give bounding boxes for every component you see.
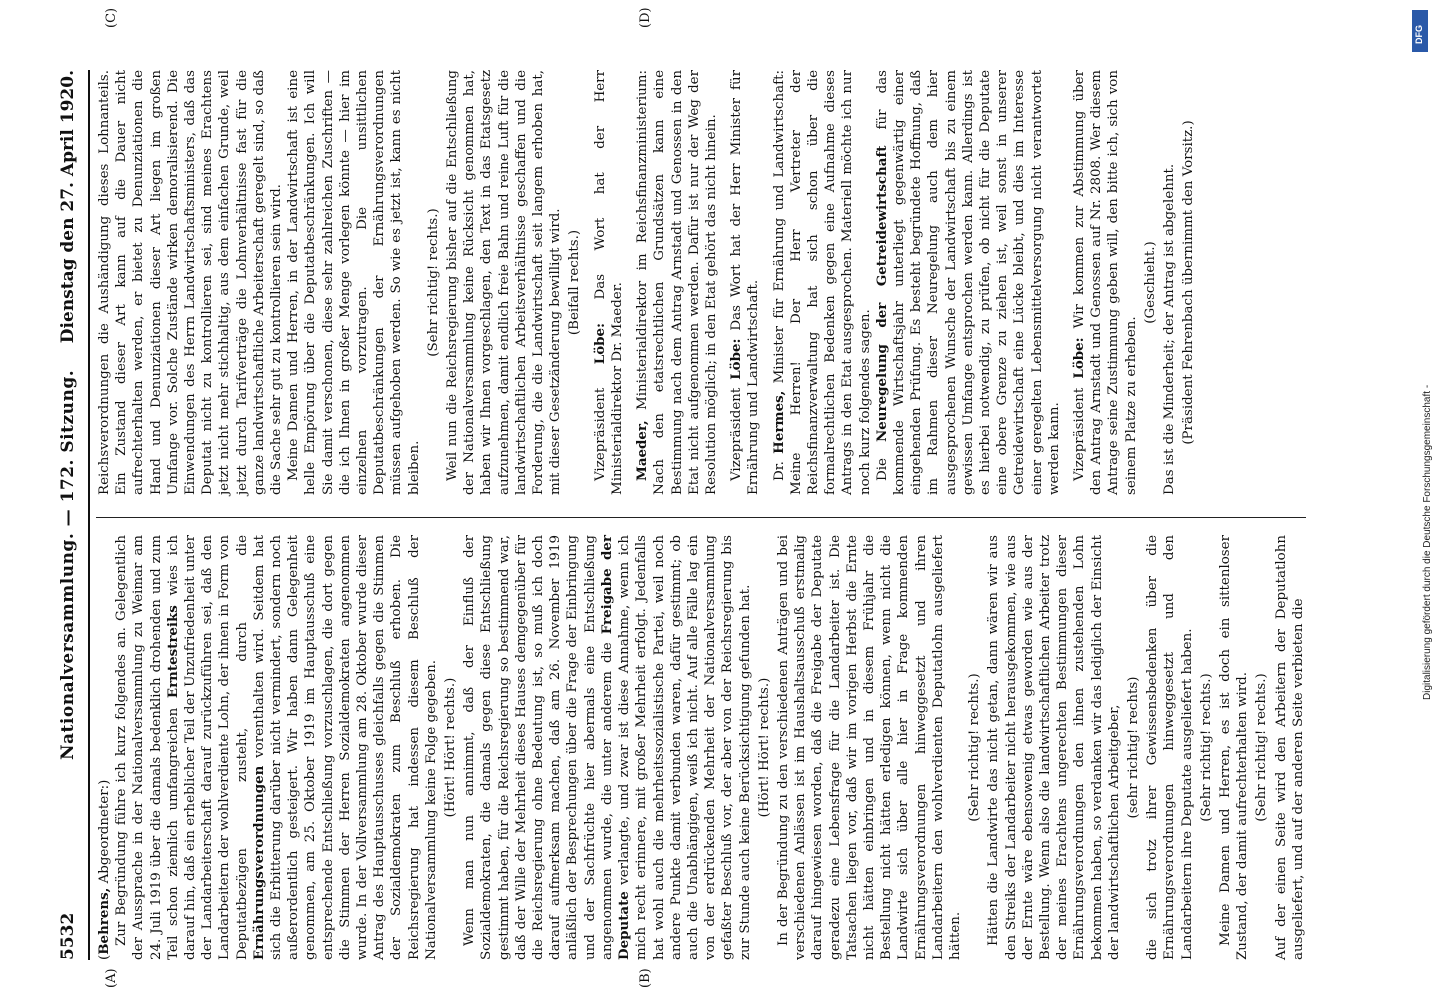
header-rule [88,70,90,960]
text: Das Wort hat der Herr Minister für Ernährung und Landwirtschaft. [729,70,762,495]
interjection: (Hört! Hört! rechts.) [756,677,772,818]
text: Zur Begründung führe ich kurz folgendes an. Gelegentlich der Aussprache in der Nationalversammlung zu Weimar am 24. Juli 1919 über die damals bedenklich drohenden und zum Teil schon ziemlich umfangreichen [114,535,181,960]
emphasis: Neuregelung der Getreidewirtschaft [873,145,890,442]
paragraph: Auf der einen Seite wird den Arbeitern der Deputatlohn ausgeliefert, und auf der anderen Seite verbieten die [1273,535,1306,960]
paragraph [461,535,753,960]
paragraph: Meine Damen und Herren, es ist doch ein sittenloser Zustand, der damit aufrechterhalten wird. [1218,535,1251,960]
paragraph [771,70,874,495]
speaker-name: Löbe: [591,323,608,365]
interjection: (sehr richtig! rechts) [1125,676,1141,819]
dfg-logo [1412,10,1428,52]
emphasis: Erntestreiks [164,605,181,699]
text: Vizepräsident [592,387,608,481]
left-column [96,535,1307,960]
paragraph [634,70,720,495]
text: vorenthalten wird. Seitdem hat sich die Erbitterung darüber nicht vermindert, sondern noch außerordentlich gesteigert. Wir haben dann Gelegenheit genommen, am 25. Oktober 1919 im Hauptausschuß eine entsprechende Entschließung vorzuschlagen, die dort gegen die Stimmen der Herren Sozialdemokraten angenommen wurde. In der Vollversammlung am 28. Oktober wurde dieser Antrag des Hauptausschusses gleichfalls gegen die Stimmen der Sozialdemokraten zum Beschluß erhoben. Die Reichsregierung hat indessen diesem Beschluß der Nationalversammlung keine Folge gegeben. [251,535,439,960]
text: Dr. [771,461,787,481]
text: Die [874,458,890,481]
speaker-name: Hermes, [770,390,787,454]
page-number: 5532 [58,912,78,960]
credit-line [1408,10,1433,990]
interjection: (Sehr richtig! rechts.) [967,673,983,822]
logo-text: DFG [1414,25,1424,44]
paragraph: Das ist die Minderheit; der Antrag ist abgelehnt. [1161,163,1177,495]
emphasis: Freigabe der Deputate [598,535,633,960]
paragraph [728,70,762,495]
text: Wenn man nun annimmt, daß der Einfluß der Sozialdemokraten, die damals gegen diese Entschließung gestimmt haben, für die Reichsregierung so bestimmend war, daß der Wille der Mehrheit dieses Hauses demgegenüber für die Reichsregierung ohne Bedeutung ist, so muß ich doch darauf aufmerksam machen, daß am 26. November 1919 anläßlich der Besprechungen über die Frage der Einbringung und der Sachfrüchte hier abermals eine Entschließung angenommen wurde, die unter anderem die [462,535,615,960]
speaker-name: Löbe: [1070,337,1087,379]
interjection: (Beifall rechts.) [567,229,583,336]
paragraph [113,535,440,960]
credit-text: Digitalisierung gefördert durch die Deutsche Forschungsgemeinschaft - [1422,384,1433,700]
text: für das kommende Wirtschaftsjahr unterliegt gegenwärtig einer eingehenden Prüfung. Es besteht begründete Hoffnung, daß im Rahmen dieser Neuregelung auch dem hier ausgesprochenen Wunsche der Landwirtschaft bis zu einem gewissen Umfange entsprochen werden kann. Allerdings ist es hierbei notwendig, zu prüfen, ob nicht für die Deputate eine obere Grenze zu ziehen ist, weil sonst in unserer Getreidewirtschaft eine Lücke bleibt, und dies im Interesse einer geregelten Lebensmittelversorgung nicht verantwortet werden kann. [874,69,1062,495]
column-divider [96,517,1306,518]
speaker-name: Behrens, [96,887,112,955]
interjection: (Sehr richtig! rechts.) [1198,673,1214,822]
interjection: (Sehr richtig! rechts.) [425,208,441,357]
speaker-role: Abgeordneter: [97,784,112,884]
interjection: (Geschieht.) [1142,241,1158,324]
paragraph: Meine Damen und Herren, in der Landwirtschaft ist eine helle Empörung über die Deputatbeschränkungen. Ich will Sie damit verschonen, diese sehr zahlreichen Zuschriften — die ich Ihnen in großer Menge vorlegen könnte — hier im einzelnen vorzutragen. Die unsittlichen Deputatbeschränkungen der Ernährungsverordnungen müssen aufgehoben werden. So wie es jetzt ist, kann es nicht bleiben. [286,70,422,495]
speaker-name: Maeder, [634,420,651,481]
paragraph: In der Begründung zu den verschiedenen Anträgen und bei verschiedenen Anlässen ist im Haushaltsausschuß erstmalig darauf hingewiesen worden, daß die Freigabe der Deputate geradezu eine Lebensfrage für die Landarbeiter ist. Die Tatsachen liegen vor, daß wir im vorigen Herbst die Ernte nicht hätten einbringen und in diesem Frühjahr die Bestellung nicht hätten erledigen können, wenn nicht die Landwirte sich über alle hier in Frage kommenden Ernährungsverordnungen hinweggesetzt und ihren Landarbeitern den wohlverdienten Deputatlohn ausgeliefert hätten. [775,535,963,960]
paragraph [592,70,626,495]
paragraph: Weil nun die Reichsregierung bisher auf die Entschließung der Nationalversammlung keine Rücksicht genommen hat, haben wir Ihnen vorgeschlagen, den Text in das Etatsgesetz aufzunehmen, damit endlich freie Bahn und reine Luft für die landwirtschaftlichen Arbeitsverhältnisse geschaffen und die Forderung, die die Landwirtschaft seit langem erhoben hat, mit dieser Gesetzänderung bewilligt wird. [445,70,564,495]
interjection: (Präsident Fehrenbach übernimmt den Vorsitz.) [1181,120,1197,445]
margin-marker-d: (D) [638,7,653,28]
text: Minister für Ernährung und Landwirtschaft: Meine Herren! Der Herr Vertreter der Reichsfinanzverwaltung hat sich schon über die formalrechtlichen Bedenken gegen eine Aufnahme dieses Antrags in den Etat ausgesprochen. Materiell möchte ich nur noch kurz folgendes sagen. [771,70,873,495]
paragraph: Reichsverordnungen die Aushändigung dieses Lohnanteils. Ein Zustand dieser Art kann auf die Dauer nicht aufrechterhalten werden, er bietet zu Denunziationen die Hand und Denunziationen dieser Art liegen im großen Umfange vor. Solche Zustände wirken demoralisierend. Die Einwendungen des Herrn Landwirtschaftsministers, daß das Deputat nicht zu kontrollieren sei, sind meines Erachtens jetzt nicht mehr stichhaltig, aus dem einfachen Grunde, weil jetzt durch Tarifverträge die Lohnverhältnisse fast für die ganze landwirtschaftliche Arbeiterschaft geregelt sind, so daß die Sache sehr gut zu kontrollieren sein wird. [97,70,285,495]
text: verlangte, und zwar ist diese Annahme, wenn ich mich recht erinnere, mit großer Mehrheit erfolgt. Jedenfalls hat wohl auch die mehrheitssozialistische Partei, weil noch andere Punkte damit verbunden waren, dafür gestimmt; ob auch die Unabhängigen, weiß ich nicht. Auf alle Fälle lag ein von der erdrückenden Mehrheit der Nationalversammlung gefaßter Beschluß vor, der aber von der Reichsregierung bis zur Stunde auch keine Berücksichtigung gefunden hat. [617,535,753,960]
margin-marker-b: (B) [638,968,653,988]
margin-marker-c: (C) [104,7,119,28]
header-date: Dienstag den 27. April 1920. [58,70,78,344]
text: Wir kommen zur Abstimmung über den Antrag Arnstadt und Genossen auf Nr. 2808. Wer diesem Antrage seine Zustimmung geben will, den bitte ich, sich von seinem Platze zu erheben. [1071,70,1139,495]
text: Ministerialdirektor im Reichsfinanzministerium: Nach den etatsrechtlichen Grundsätzen kann eine Bestimmung nach dem Antrag Arnstadt und Genossen in den Etat nicht aufgenommen werden. Dafür ist nur der Weg der Resolution möglich; in den Etat gehört das nicht hinein. [635,70,719,495]
interjection: (Hört! Hört! rechts.) [443,677,459,818]
text: Vizepräsident [729,387,745,481]
text: wies ich darauf hin, daß ein erheblicher Teil der Unzufriedenheit unter der Landarbeiterschaft darauf zurückzuführen sei, daß den Landarbeitern der wohlverdiente Lohn, der ihnen in Form von Deputatbezügen zusteht, durch die [165,535,250,960]
paragraph [874,70,1063,495]
paragraph: Hätten die Landwirte das nicht getan, dann wären wir aus den Streiks der Landarbeiter nicht herausgekommen, wie aus der Ernte wäre ebensowenig etwas geworden wie aus der Bestellung. Wenn also die landwirtschaftlichen Arbeiter trotz der meines Erachtens ungerechten Bestimmungen dieser Ernährungsverordnungen den ihnen zustehenden Lohn bekommen haben, so verdanken wir das lediglich der Einsicht der landwirtschaftlichen Arbeitgeber, [986,535,1122,960]
right-column [96,70,1199,495]
page-header [58,70,92,960]
paragraph: (Behrens, Abgeordneter:) [96,779,112,960]
text: Vizepräsident [1071,387,1087,481]
paragraph [1071,70,1140,495]
interjection: (Sehr richtig! rechts.) [1254,673,1270,822]
margin-marker-a: (A) [104,968,119,988]
emphasis: Ernährungsverordnungen [250,765,267,960]
speaker-name: Löbe: [728,338,745,380]
header-title: Nationalversammlung. — 172. Sitzung. [58,369,78,760]
text: Das Wort hat der Herr Ministerialdirektor Dr. Maeder. [592,70,625,495]
paragraph: die sich trotz ihrer Gewissensbedenken über die Ernährungsverordnungen hinweggesetzt und den Landarbeitern ihre Deputate ausgeliefert haben. [1145,535,1195,960]
